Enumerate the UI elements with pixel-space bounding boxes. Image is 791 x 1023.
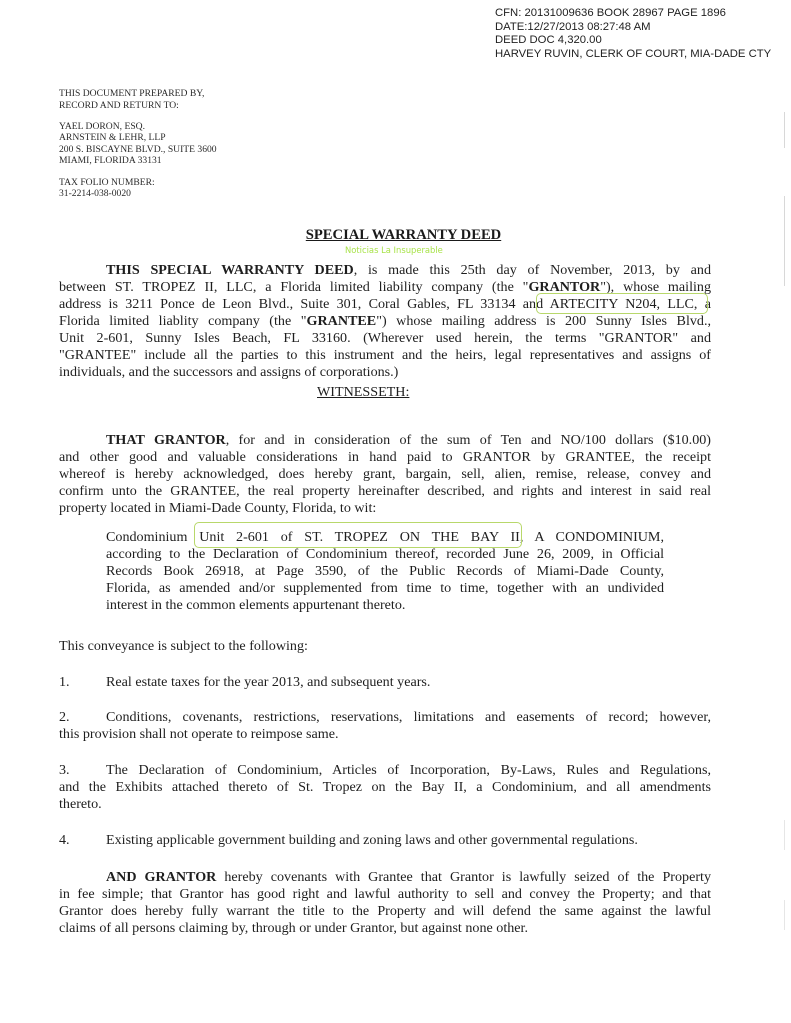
condition-4-line-1: Existing applicable government building and zoning laws and other governmental regulations. [106,832,638,848]
intro-line-5: Unit 2-601, Sunny Isles Beach, FL 33160. (Wherever used herein, the terms "GRANTOR" and [59,330,711,346]
grantee-term: GRANTEE [306,313,377,329]
intro-line-6: "GRANTEE" include all the parties to this instrument and the heirs, legal representatives and assigns of [59,347,711,363]
tax-folio-number: 31-2214-038-0020 [59,188,131,200]
highlight-box-grantee [536,293,708,314]
condition-2-line-1: Conditions, covenants, restrictions, reservations, limitations and easements of record; however, [106,709,711,725]
covenant-line-4: claims of all persons claiming by, through or under Grantor, but against none other. [59,920,528,936]
covenant-text: hereby covenants with Grantee that Grantor is lawfully seized of the Property [216,869,711,885]
condition-3-line-1: The Declaration of Condominium, Articles of Incorporation, By-Laws, Rules and Regulations, [106,762,711,778]
watermark: Noticias La Insuperable [345,245,443,255]
return-to-heading: RECORD AND RETURN TO: [59,99,179,111]
condition-2-line-2: this provision shall not operate to reimpose same. [59,726,339,742]
covenant-line-2: in fee simple; that Grantor has good right and lawful authority to sell and convey the Property; and that [59,886,711,902]
document-title: SPECIAL WARRANTY DEED [305,227,502,243]
covenant-line-3: Grantor does hereby fully warrant the title to the Property and will defend the same against the lawful [59,903,711,919]
grant-line-3: whereof is hereby acknowledged, does hereby grant, bargain, sell, alien, remise, release, convey and [59,466,711,482]
condition-1-line-1: Real estate taxes for the year 2013, and subsequent years. [106,674,431,690]
preparer-address-1: 200 S. BISCAYNE BLVD., SUITE 3600 [59,143,217,155]
intro-text: Florida limited liablity company (the " [59,313,307,329]
legal-text: A CONDOMINIUM, [523,529,664,545]
legal-line-2: according to the Declaration of Condominium thereof, recorded June 26, 2009, in Official [106,546,664,562]
intro-line-7: individuals, and the successors and assigns of corporations.) [59,364,399,380]
highlight-box-unit [194,522,522,548]
preparer-firm: ARNSTEIN & LEHR, LLP [59,132,166,144]
intro-text: "), whose mailing [600,279,711,295]
grant-line-2: and other good and valuable considerations in hand paid to GRANTOR by GRANTEE, the receipt [59,449,711,465]
deed-doc-line: DEED DOC 4,320.00 [495,34,602,47]
condition-3-number: 3. [59,762,70,778]
subject-to-heading: This conveyance is subject to the following: [59,638,308,654]
intro-line-1 [106,262,711,278]
legal-line-3: Records Book 26918, at Page 3590, of the Public Records of Miami-Dade County, [106,563,664,579]
grant-line-1 [106,432,711,448]
condition-2-number: 2. [59,709,70,725]
intro-text: address is 3211 Ponce de Leon Blvd., Suite 301, Coral Gables, FL 33134 and [59,296,550,312]
scan-edge-mark [784,820,785,850]
grant-bold: THAT GRANTOR [106,432,226,448]
condition-3-line-2: and the Exhibits attached thereto of St. Tropez on the Bay II, a Condominium, and all amendments [59,779,711,795]
condition-3-line-3: thereto. [59,796,102,812]
grant-text: , for and in consideration of the sum of Ten and NO/100 dollars ($10.00) [225,432,711,448]
legal-text: Condominium [106,529,200,545]
preparer-name: YAEL DORON, ESQ. [59,120,145,132]
grantee-name-highlight: ARTECITY N204, LLC, [549,296,698,312]
grant-line-5: property located in Miami-Dade County, Florida, to wit: [59,500,377,516]
scan-edge-mark [784,112,785,148]
condition-1-number: 1. [59,674,70,690]
grant-line-4: confirm unto the GRANTEE, the real property hereinafter described, and rights and interest in said real [59,483,711,499]
tax-folio-label: TAX FOLIO NUMBER: [59,176,155,188]
preparer-address-2: MIAMI, FLORIDA 33131 [59,155,162,167]
intro-bold: THIS SPECIAL WARRANTY DEED [106,262,354,278]
witnesseth-heading: WITNESSETH: [317,384,410,400]
cfn-line: CFN: 20131009636 BOOK 28967 PAGE 1896 [495,7,726,19]
intro-text: , is made this 25th day of November, 2013, by and [353,262,711,278]
legal-line-5: interest in the common elements appurtenant thereto. [106,597,406,613]
prepared-by-heading: THIS DOCUMENT PREPARED BY, [59,88,205,99]
intro-text: ") whose mailing address is 200 Sunny Isles Blvd., [376,313,711,329]
grantor-term: GRANTOR [528,279,601,295]
unit-highlight: Unit 2-601 of ST. TROPEZ ON THE BAY II, [199,529,524,545]
intro-text: between ST. TROPEZ II, LLC, a Florida limited liability company (the " [59,279,529,295]
legal-line-4: Florida, as amended and/or supplemented from time to time, together with an undivided [106,580,664,596]
intro-text: a [697,296,711,312]
covenant-bold: AND GRANTOR [106,869,217,885]
prepared-by-block [59,88,217,209]
clerk-line: HARVEY RUVIN, CLERK OF COURT, MIA-DADE CTY [495,47,772,60]
recording-stamp [495,7,771,61]
condition-4-number: 4. [59,832,70,848]
covenant-line-1 [106,869,711,885]
scan-edge-mark [784,900,785,930]
date-line: DATE:12/27/2013 08:27:48 AM [495,20,651,33]
scan-edge-mark [784,196,785,286]
intro-line-4 [59,313,711,329]
